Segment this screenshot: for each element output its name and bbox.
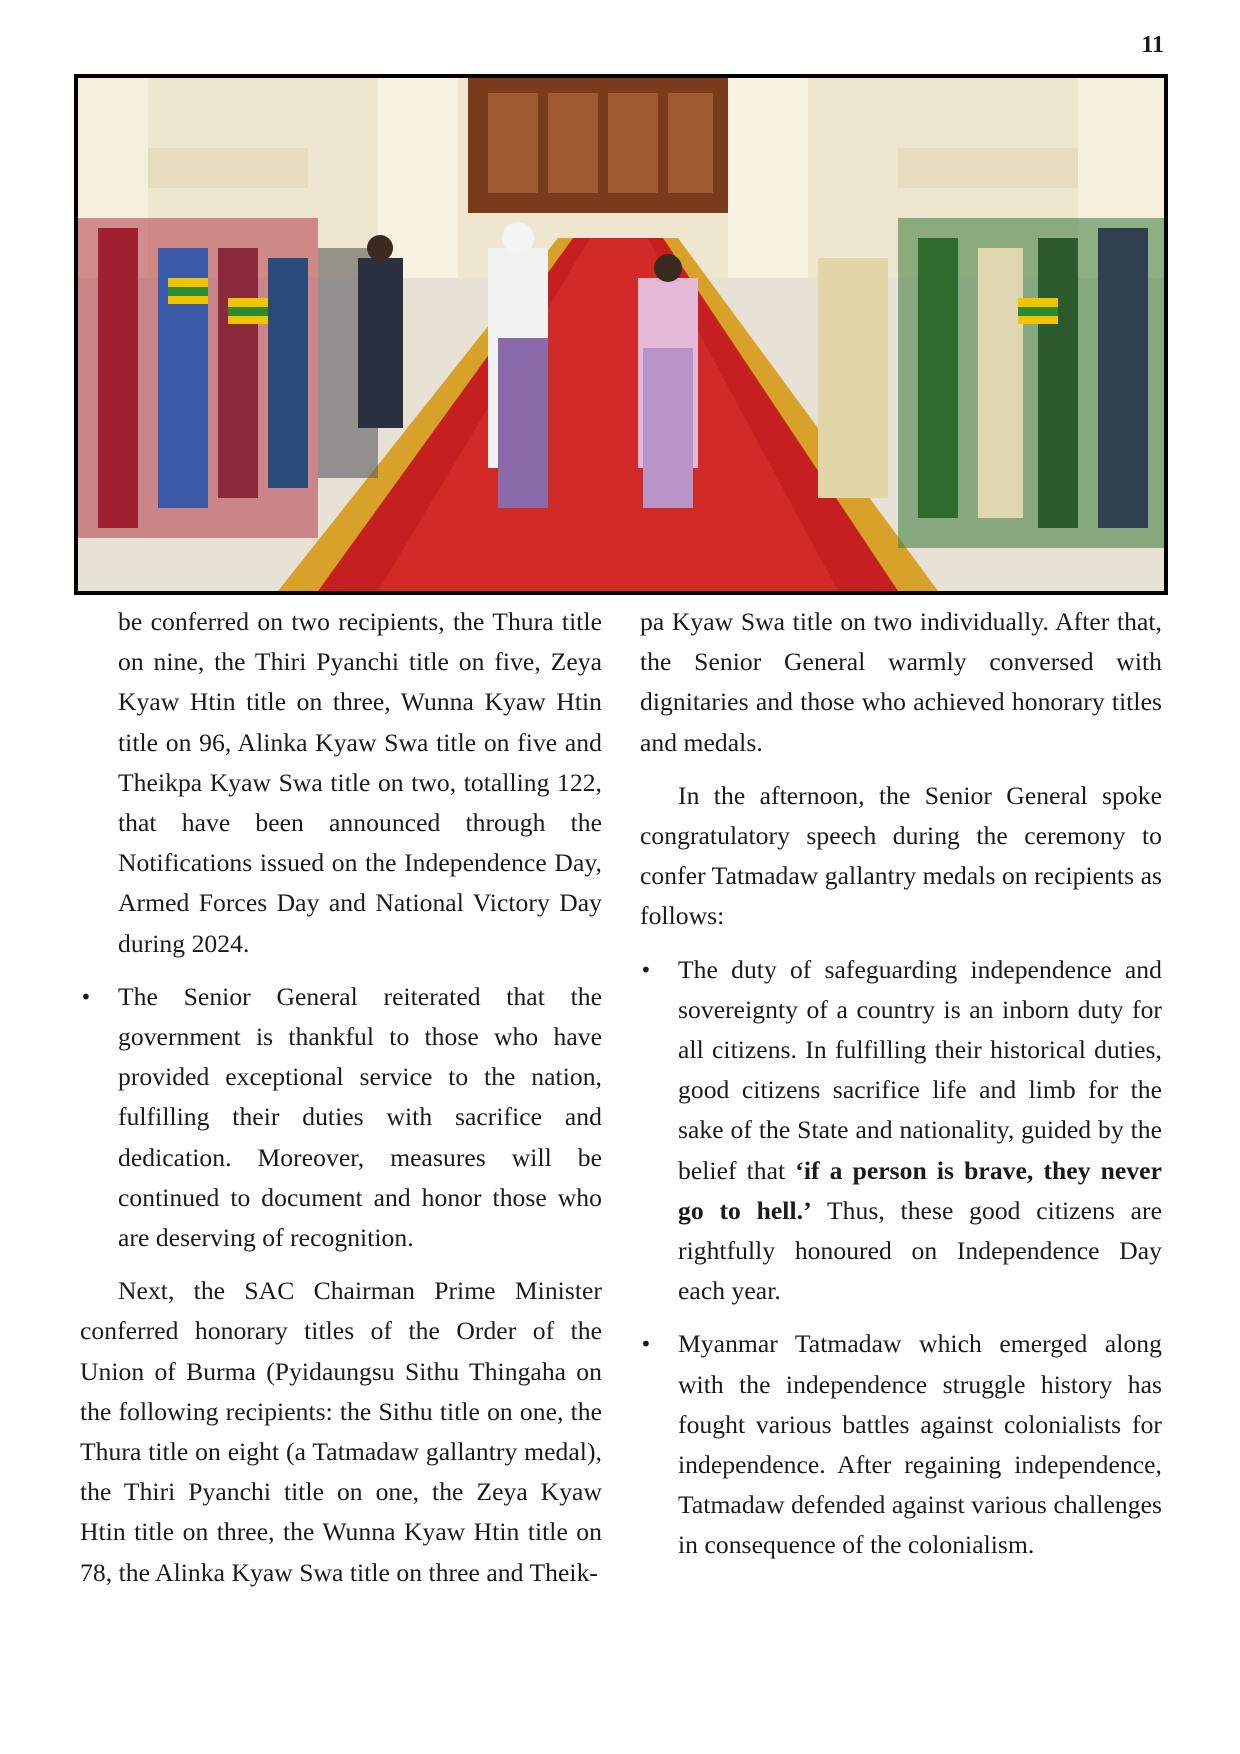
right-bullet-item: • Myanmar Tatmadaw which emerged along with the independence struggle history has fought various battles against colonialists for independence. After regaining independence, Tatmadaw defended against various challenges in consequence of the colonialism. xyxy=(640,1324,1162,1565)
right-bullet-item xyxy=(640,950,1162,1312)
left-continued-text: be conferred on two recipients, the Thura title on nine, the Thiri Pyanchi title on five, Zeya Kyaw Htin title on three, Wunna Kyaw Htin title on 96, Alinka Kyaw Swa title on five and Theikpa Kyaw Swa title on two, totalling 122, that have been announced through the Notifications issued on the Independence Day, Armed Forces Day and National Victory Day during 2024. xyxy=(118,607,602,958)
left-bullet-list xyxy=(80,977,602,1258)
bold-quote: ‘if a person is brave, they never go to hell.’ xyxy=(678,1155,1162,1225)
bullet-text-after: Thus, these good citizens are rightfully honoured on Independence Day each year. xyxy=(678,1195,1162,1306)
right-bullet-list xyxy=(640,950,1162,1566)
ceremony-photo-illustration xyxy=(78,78,1164,591)
bullet-text-before: The duty of safeguarding independence and sovereignty of a country is an inborn duty for all citizens. In fulfilling their historical duties, good citizens sacrifice life and limb for the sake of the State and nationality, guided by the belief that xyxy=(678,954,1162,1185)
page-number: 11 xyxy=(1141,32,1164,58)
left-paragraph: Next, the SAC Chairman Prime Minister conferred honorary titles of the Order of the Union of Burma (Pyidaungsu Sithu Thingaha on the following recipients: the Sithu title on one, the Thura title on eight (a Tatmadaw gallantry medal), the Thiri Pyanchi title on one, the Zeya Kyaw Htin title on three, the Wunna Kyaw Htin title on 78, the Alinka Kyaw Swa title on three and Theik- xyxy=(80,1276,602,1587)
right-column xyxy=(640,602,1162,1579)
right-paragraph: In the afternoon, the Senior General spoke congratulatory speech during the ceremony to confer Tatmadaw gallantry medals on recipients as follows: xyxy=(640,780,1162,931)
left-column xyxy=(80,602,602,1606)
left-bullet-item: • The Senior General reiterated that the government is thankful to those who have provided exceptional service to the nation, fulfilling their duties with sacrifice and dedication. Moreover, measures will be continued to document and honor those who are deserving of recognition. xyxy=(80,977,602,1258)
right-continued-text: pa Kyaw Swa title on two individually. After that, the Senior General warmly conversed with dignitaries and those who achieved honorary titles and medals. xyxy=(640,607,1162,757)
ceremony-photo xyxy=(74,74,1168,595)
